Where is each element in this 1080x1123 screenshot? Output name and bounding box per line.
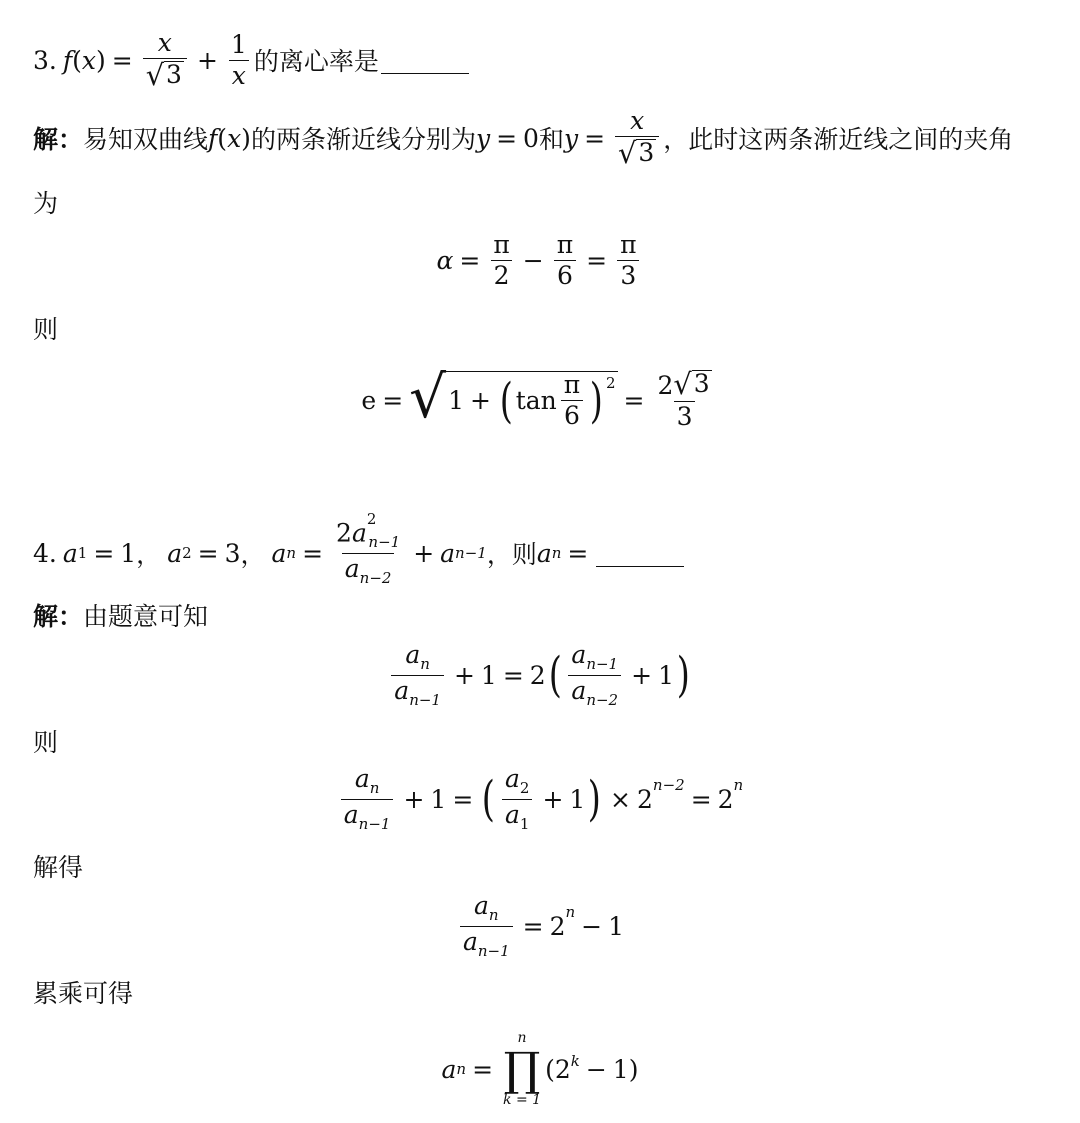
solution-text: 易知双曲线	[83, 125, 209, 155]
solve-label	[33, 848, 83, 884]
problem-3-solution-line: 解： 易知双曲线 f ( x ) 的两条渐近线分别为 y = 0 和 y = x √ 3 ，此时这两条渐近线之间的夹角	[33, 106, 1014, 171]
solution-text: 为	[33, 189, 59, 218]
equation-alpha: α = $\frac{\pi}{2}$ − $\frac{\pi}{6}$ = $\frac{\pi}{3}$	[0, 232, 1080, 290]
problem-4-statement: 4. a 1 = 1 ， a 2 = 3 ， a n = $\frac{2a^2_{n-1}}{a_{n-2}}$ + a n−1 ，则 a n =	[33, 520, 684, 587]
solution-text: 则	[33, 728, 59, 757]
solution-label: 解：	[33, 602, 84, 631]
problem-4-solution-line	[33, 597, 208, 633]
product-symbol: n ∏ k = 1	[503, 1030, 542, 1108]
solution-text: 的两条渐近线分别为	[250, 125, 476, 155]
problem-3-statement: 3. f ( x ) = x √ 3 + $\frac{1}{x}$ 的离心率是	[33, 30, 469, 91]
solution-continuation	[33, 184, 58, 220]
fraction: x √ 3	[143, 30, 187, 91]
solution-text: 和	[538, 125, 564, 155]
solution-text: 累乘可得	[33, 979, 134, 1008]
problem-number: 4.	[33, 538, 57, 568]
problem-text: ，则	[486, 540, 537, 570]
equation-product: a n = n ∏ k = 1 (2 $^k$ − 1)	[441, 1030, 639, 1108]
then-label	[33, 310, 58, 346]
solution-text: 解得	[33, 853, 84, 882]
problem-number: 3.	[33, 45, 57, 75]
separator: ，	[136, 540, 162, 570]
fraction: $\frac{1}{x}$	[228, 32, 250, 90]
problem-text: 的离心率是	[253, 47, 379, 77]
equation-eccentricity: e = √ 1 + ( tan $\frac{\pi}{6}$ ) $^2$ = 2 √ 3 3	[361, 363, 710, 432]
solution-text: ，此时这两条渐近线之间的夹角	[663, 125, 1014, 155]
solution-label: 解：	[33, 125, 84, 155]
equation-ratio: $\frac{a_n}{a_{n-1}}$ = 2 $^n$ − 1	[0, 893, 1080, 960]
solution-text: 由题意可知	[83, 602, 209, 631]
equation-recurrence: $\frac{a_n}{a_{n-1}}$ + 1 = 2 ( $\frac{a_{n-1}}{a_{n-2}}$ + 1 )	[0, 642, 1080, 709]
answer-blank	[381, 47, 469, 74]
equation-geometric: $\frac{a_n}{a_{n-1}}$ + 1 = ( $\frac{a_2}{a_1}$ + 1 ) × 2 $^{n-2}$ = 2 $^n$	[0, 766, 1080, 833]
then-label	[33, 723, 58, 759]
answer-blank	[596, 540, 684, 567]
solution-text: 则	[33, 315, 59, 344]
separator: ，	[240, 540, 266, 570]
fraction: x √ 3	[615, 108, 659, 169]
cumulative-label	[33, 974, 133, 1010]
